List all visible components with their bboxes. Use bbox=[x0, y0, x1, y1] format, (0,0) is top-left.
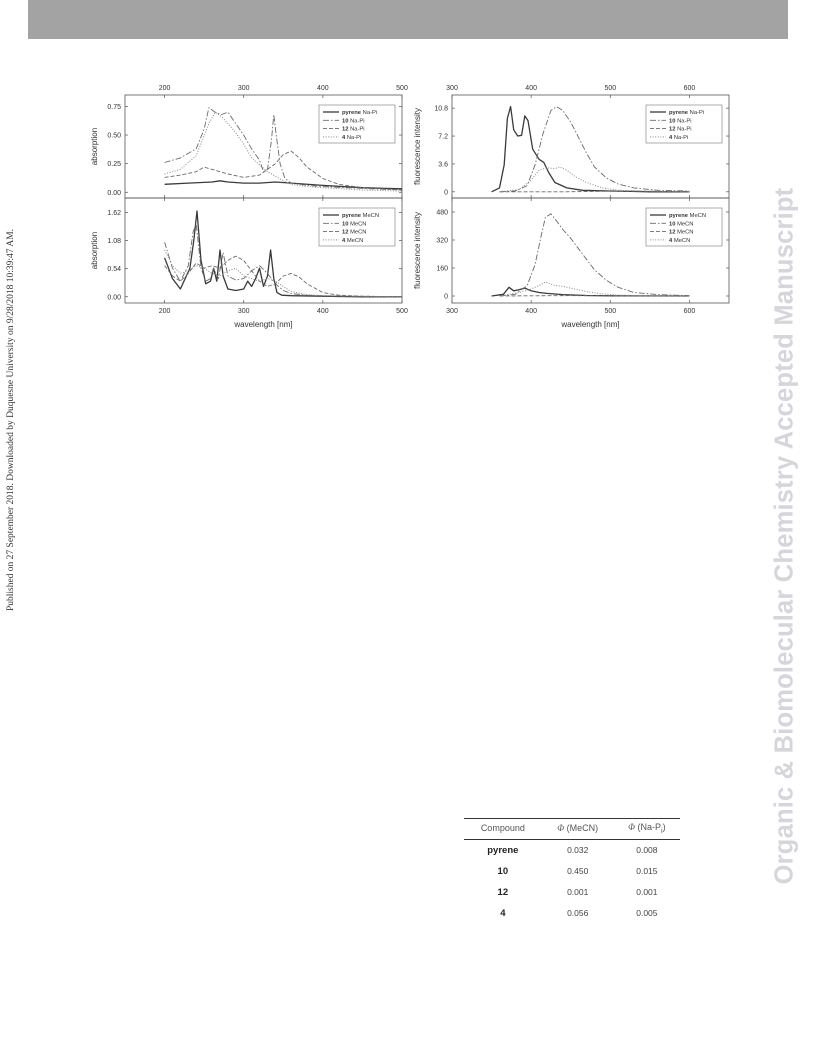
quantum-yield-table bbox=[464, 818, 680, 924]
x-axis-title: wavelength [nm] bbox=[234, 320, 293, 329]
x-tick-label: 300 bbox=[446, 308, 458, 315]
y-axis-title: fluorescence intensity bbox=[413, 212, 422, 289]
cell-compound: 4 bbox=[500, 907, 506, 919]
legend-compound: 4 bbox=[342, 134, 346, 141]
header-napi-label: (Na-P bbox=[634, 822, 661, 832]
cell-phi-napi: 0.008 bbox=[636, 845, 658, 856]
legend-entry bbox=[669, 230, 694, 236]
cell-compound: 10 bbox=[497, 865, 509, 877]
legend-solvent: Na-Pi bbox=[675, 118, 692, 125]
legend-solvent: Na-Pi bbox=[672, 134, 689, 141]
x-tick-label: 600 bbox=[683, 308, 696, 315]
cell-compound: pyrene bbox=[487, 844, 519, 856]
series-line-4 bbox=[500, 167, 690, 192]
y-tick-label: 480 bbox=[436, 209, 448, 217]
phi-symbol: Φ bbox=[628, 822, 635, 832]
top-tick-label: 600 bbox=[683, 85, 696, 92]
legend-solvent: MeCN bbox=[688, 213, 707, 219]
cell-phi-mecn: 0.056 bbox=[567, 908, 589, 919]
legend-solvent: Na-Pi bbox=[345, 134, 362, 141]
watermark-text: Organic & Biomolecular Chemistry Accepted Manuscript bbox=[770, 187, 799, 885]
y-tick-label: 0.00 bbox=[107, 294, 121, 302]
series-line-pyrene bbox=[492, 287, 690, 296]
cell-phi-napi: 0.001 bbox=[636, 887, 658, 898]
legend-entry bbox=[669, 213, 706, 219]
top-tick-label: 500 bbox=[604, 85, 617, 92]
top-tick-label: 300 bbox=[446, 85, 458, 92]
top-tick-label: 400 bbox=[317, 85, 329, 92]
y-tick-label: 0.00 bbox=[107, 189, 121, 197]
header-napi-subscript: i bbox=[660, 825, 663, 835]
cell-phi-mecn: 0.032 bbox=[567, 845, 589, 856]
header-phi-napi bbox=[614, 819, 680, 840]
publication-note-text: Published on 27 September 2018. Downloaded by Duquesne University on 9/28/2018 10:39:47 AM. bbox=[6, 228, 16, 612]
legend-compound: pyrene bbox=[342, 213, 362, 219]
top-tick-label: 300 bbox=[237, 85, 250, 92]
x-tick-label: 500 bbox=[396, 308, 408, 315]
chart-panel bbox=[90, 198, 408, 329]
series-line-12 bbox=[165, 151, 402, 190]
top-tick-label: 400 bbox=[525, 85, 537, 92]
legend-compound: 10 bbox=[669, 221, 676, 228]
legend-solvent: Na-Pi bbox=[361, 110, 378, 116]
legend-solvent: Na-Pi bbox=[348, 126, 365, 133]
top-tick-label: 500 bbox=[396, 85, 408, 92]
y-axis-title: absorption bbox=[90, 127, 99, 166]
legend-entry bbox=[342, 221, 367, 227]
legend-compound: 4 bbox=[669, 134, 673, 141]
legend-solvent: MeCN bbox=[672, 237, 691, 244]
y-axis-title: fluorescence intensity bbox=[413, 108, 422, 185]
legend-compound: 12 bbox=[669, 229, 676, 236]
y-tick-label: 0 bbox=[444, 293, 448, 301]
legend-compound: pyrene bbox=[669, 110, 689, 116]
y-tick-label: 10.8 bbox=[434, 105, 448, 113]
legend-entry bbox=[342, 135, 361, 141]
legend-compound: pyrene bbox=[669, 213, 689, 219]
x-tick-label: 400 bbox=[317, 308, 329, 315]
legend-solvent: MeCN bbox=[348, 221, 367, 228]
y-tick-label: 3.6 bbox=[438, 161, 448, 169]
x-axis-title: wavelength [nm] bbox=[561, 320, 620, 329]
legend-entry bbox=[669, 238, 690, 244]
chart-panel bbox=[413, 198, 729, 329]
legend-compound: 4 bbox=[669, 237, 673, 244]
legend-entry bbox=[342, 238, 363, 244]
legend-solvent: MeCN bbox=[675, 229, 694, 236]
top-tick-label: 200 bbox=[158, 85, 171, 92]
table-row bbox=[464, 839, 680, 861]
x-tick-label: 300 bbox=[237, 308, 250, 315]
y-tick-label: 0.25 bbox=[107, 161, 121, 169]
y-tick-label: 0 bbox=[444, 189, 448, 197]
cell-phi-napi: 0.015 bbox=[636, 866, 658, 877]
legend-entry bbox=[669, 110, 704, 116]
legend-compound: 12 bbox=[342, 126, 349, 133]
header-phi-mecn bbox=[542, 819, 614, 840]
legend-entry bbox=[669, 127, 692, 133]
legend-entry bbox=[669, 135, 688, 141]
header-compound: Compound bbox=[464, 819, 542, 840]
legend-solvent: MeCN bbox=[348, 229, 367, 236]
x-tick-label: 500 bbox=[604, 308, 617, 315]
legend-entry bbox=[342, 118, 365, 124]
cell-phi-mecn: 0.001 bbox=[567, 887, 589, 898]
legend-compound: 4 bbox=[342, 237, 346, 244]
y-tick-label: 0.50 bbox=[107, 132, 121, 140]
table-header-row bbox=[464, 819, 680, 840]
table-row bbox=[464, 882, 680, 903]
phi-symbol: Φ bbox=[557, 823, 565, 834]
table-row bbox=[464, 861, 680, 882]
legend-solvent: MeCN bbox=[675, 221, 694, 228]
y-tick-label: 320 bbox=[436, 237, 448, 245]
header-mecn-label: (MeCN) bbox=[564, 823, 599, 834]
legend-entry bbox=[669, 221, 694, 227]
chart-panel bbox=[413, 85, 729, 198]
legend-compound: 10 bbox=[669, 118, 676, 125]
legend-solvent: Na-Pi bbox=[688, 110, 705, 116]
y-tick-label: 160 bbox=[436, 265, 448, 273]
legend-entry bbox=[342, 213, 379, 219]
legend-entry bbox=[342, 230, 367, 236]
legend-entry bbox=[342, 127, 365, 133]
legend-solvent: MeCN bbox=[361, 213, 380, 219]
y-tick-label: 1.08 bbox=[107, 238, 121, 246]
y-tick-label: 0.54 bbox=[107, 266, 121, 274]
legend-solvent: Na-Pi bbox=[675, 126, 692, 133]
legend-solvent: MeCN bbox=[345, 237, 364, 244]
legend-compound: pyrene bbox=[342, 110, 362, 116]
header-napi-close: ) bbox=[662, 822, 666, 832]
x-tick-label: 200 bbox=[158, 308, 171, 315]
legend-solvent: Na-Pi bbox=[348, 118, 365, 125]
cell-compound: 12 bbox=[497, 886, 509, 898]
table-row bbox=[464, 903, 680, 924]
legend-entry bbox=[669, 118, 692, 124]
chart-panel bbox=[90, 85, 408, 198]
spectra-figure bbox=[0, 0, 816, 360]
y-tick-label: 0.75 bbox=[107, 103, 121, 111]
legend-compound: 10 bbox=[342, 118, 349, 125]
legend-compound: 10 bbox=[342, 221, 349, 228]
cell-phi-napi: 0.005 bbox=[636, 908, 658, 919]
legend-compound: 12 bbox=[669, 126, 676, 133]
y-tick-label: 1.62 bbox=[107, 210, 121, 218]
legend-entry bbox=[342, 110, 377, 116]
y-axis-title: absorption bbox=[90, 231, 99, 270]
legend-compound: 12 bbox=[342, 229, 349, 236]
y-tick-label: 7.2 bbox=[438, 133, 448, 141]
x-tick-label: 400 bbox=[525, 308, 537, 315]
cell-phi-mecn: 0.450 bbox=[567, 866, 589, 877]
